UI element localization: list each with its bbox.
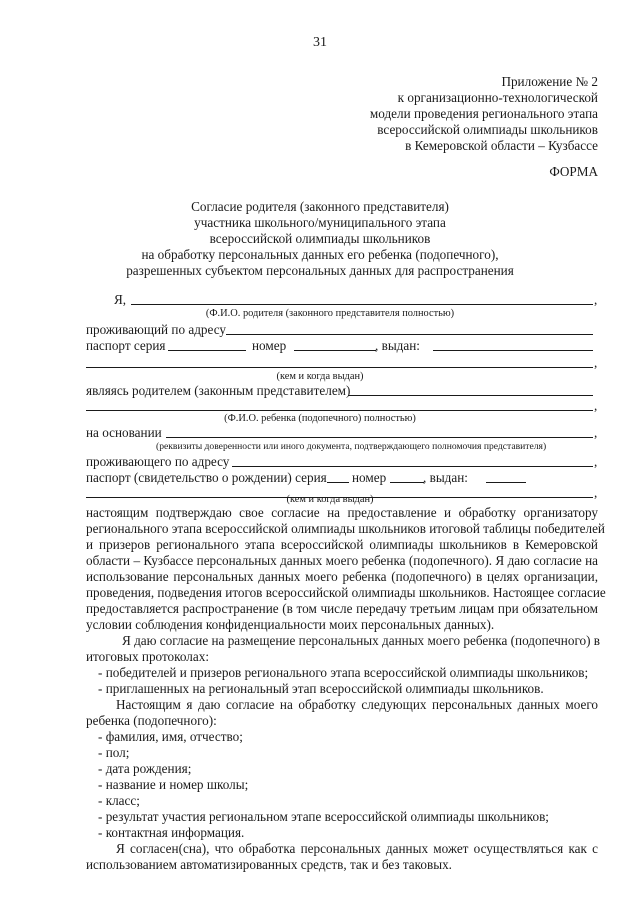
passport-number-field[interactable] [294, 350, 376, 351]
list-item: - название и номер школы; [98, 777, 249, 792]
body-line: Настоящим я даю согласие на обработку следующих персональных данных моего [116, 697, 598, 712]
title-line: всероссийской олимпиады школьников [209, 231, 431, 246]
body-line: Я даю согласие на размещение персональных данных моего ребенка (подопечного) в [122, 633, 601, 648]
parent-fio-field[interactable] [131, 304, 593, 305]
body-line: Я согласен(сна), что обработка персональных данных может осуществляться как с [116, 841, 598, 856]
form-label: ФОРМА [549, 164, 598, 179]
number2-label: номер [352, 470, 387, 485]
number-label: номер [252, 338, 287, 353]
appendix-line: в Кемеровской области – Кузбассе [405, 138, 598, 153]
title-line: разрешенных субъектом персональных данных для распространения [126, 263, 514, 278]
passport-series-field[interactable] [168, 350, 246, 351]
passport2-series-field[interactable] [327, 482, 349, 483]
list-item: - контактная информация. [98, 825, 245, 840]
title-line: Согласие родителя (законного представителя) [191, 199, 449, 214]
body-line: области – Кузбассе персональных данных моего ребенка (подопечного). Я даю согласие на [86, 553, 598, 568]
issued2-label: , выдан: [423, 470, 468, 485]
list-item: - победителей и призеров регионального этапа всероссийской олимпиады школьников; [98, 665, 589, 680]
document-page: 31 Приложение № 2 к организационно-технологической модели проведения регионального этапа всероссийской олимпиады школьников в Кемеровской области – Кузбассе ФОРМА Согласие родителя (законного представителя) участника школьного/муниципального этапа всероссийской олимпиады школьников на обработку персональных данных его ребенка (подопечного), разрешенных субъектом персональных данных для распространения Я, , (Ф.И.О. родителя (законного представителя полностью) проживающий по адресу паспорт серия номер , выдан: , (кем и когда выдан) являясь родителем (законным представителем) , (Ф.И.О. ребенка (подопечного) полностью) на основании , (реквизиты доверенности или иного документа, подтверждающего полномочия представителя) проживающего по адресу , паспорт (свидетельство о рождении) серия номер , выдан: , (кем и когда выдан) настоящим подтверждаю свое согласие на предоставление и обработку организатору регионального этапа всероссийской олимпиады школьников итоговой таблицы победителей и призеров регионального этапа всероссийской олимпиады школьников в Кемеровской области – Кузбассе персональных данных моего ребенка (подопечного). Я даю согласие на использование персональных данных моего ребенка (подопечного) в целях организации, проведения, подведения итогов всероссийской олимпиады школьников. Настоящее согласие предоставляется распространение (в том числе передачу третьим лицам при обязательном условии соблюдения конфиденциальности моих персональных данных). Я даю согласие на размещение персональных данных моего ребенка (подопечного) в итоговых протоколах: - победителей и призеров регионального этапа всероссийской олимпиады школьников; - приглашенных на региональный этап всероссийской олимпиады школьников. Настоящим я даю согласие на обработку следующих персональных данных моего ребенка (подопечного): - фамилия, имя, отчество; - пол; - дата рождения; - название и номер школы; - класс; - результат участия региональном этапе всероссийской олимпиады школьников; - контактная информация. Я согласен(сна), что обработка персональных данных может осуществляться как с использованием автоматизированных средств, так и без таковых. [0, 0, 640, 905]
list-item: - дата рождения; [98, 761, 192, 776]
issued2-field[interactable] [486, 482, 526, 483]
list-item: - пол; [98, 745, 130, 760]
issued-label: , выдан: [375, 338, 420, 353]
title-line: участника школьного/муниципального этапа [194, 215, 446, 230]
list-item: - приглашенных на региональный этап всероссийской олимпиады школьников. [98, 681, 544, 696]
residing-label: проживающий по адресу [86, 322, 226, 337]
list-item: - результат участия региональном этапе всероссийской олимпиады школьников; [98, 809, 549, 824]
title-line: на обработку персональных данных его ребенка (подопечного), [141, 247, 499, 262]
appendix-line: всероссийской олимпиады школьников [377, 122, 598, 137]
child-fio-field[interactable] [86, 410, 593, 411]
body-line: условии соблюдения конфиденциальности моих персональных данных). [86, 617, 495, 632]
body-line: использованием автоматизированных средств, так и без таковых. [86, 857, 452, 872]
address-field[interactable] [226, 334, 593, 335]
body-line: проведения, подведения итогов всероссийской олимпиады школьников. Настоящее согласие [86, 585, 606, 600]
basis-field[interactable] [166, 437, 593, 438]
passport-series-label: паспорт серия [86, 338, 166, 353]
page-number: 31 [313, 35, 327, 50]
basis-caption: (реквизиты доверенности или иного документа, подтверждающего полномочия представителя) [156, 441, 547, 452]
issued-by2-caption: (кем и когда выдан) [286, 494, 374, 505]
being-parent-label: являясь родителем (законным представителем) [86, 383, 351, 398]
body-line: использование персональных данных моего ребенка (подопечного) в целях организации, [86, 569, 598, 584]
basis-label: на основании [86, 425, 162, 440]
issued-field[interactable] [433, 350, 593, 351]
body-line: регионального этапа всероссийской олимпиады школьников итоговой таблицы победителей [86, 521, 605, 536]
child-fio-caption: (Ф.И.О. ребенка (подопечного) полностью) [224, 413, 416, 424]
body-line: итоговых протоколах: [86, 649, 209, 664]
list-item: - фамилия, имя, отчество; [98, 729, 243, 744]
appendix-line: Приложение № 2 [501, 74, 598, 89]
passport2-label: паспорт (свидетельство о рождении) серия [86, 470, 327, 485]
passport2-number-field[interactable] [390, 482, 424, 483]
appendix-line: к организационно-технологической [397, 90, 598, 105]
issued-by-caption: (кем и когда выдан) [276, 371, 364, 382]
appendix-line: модели проведения регионального этапа [369, 106, 598, 121]
being-parent-field[interactable] [348, 395, 593, 396]
body-line: и призеров регионального этапа всероссийской олимпиады школьников в Кемеровской [86, 537, 598, 552]
body-line: предоставляется распространение (в том числе передачу третьим лицам при обязательном [86, 601, 598, 616]
body-line: ребенка (подопечного): [86, 713, 217, 728]
residing2-label: проживающего по адресу [86, 454, 230, 469]
issued-by-field[interactable] [86, 367, 593, 368]
parent-fio-caption: (Ф.И.О. родителя (законного представителя полностью) [205, 308, 455, 319]
body-line: настоящим подтверждаю свое согласие на предоставление и обработку организатору [86, 505, 598, 520]
i-label: Я, [114, 292, 127, 307]
list-item: - класс; [98, 793, 140, 808]
address2-field[interactable] [232, 466, 593, 467]
